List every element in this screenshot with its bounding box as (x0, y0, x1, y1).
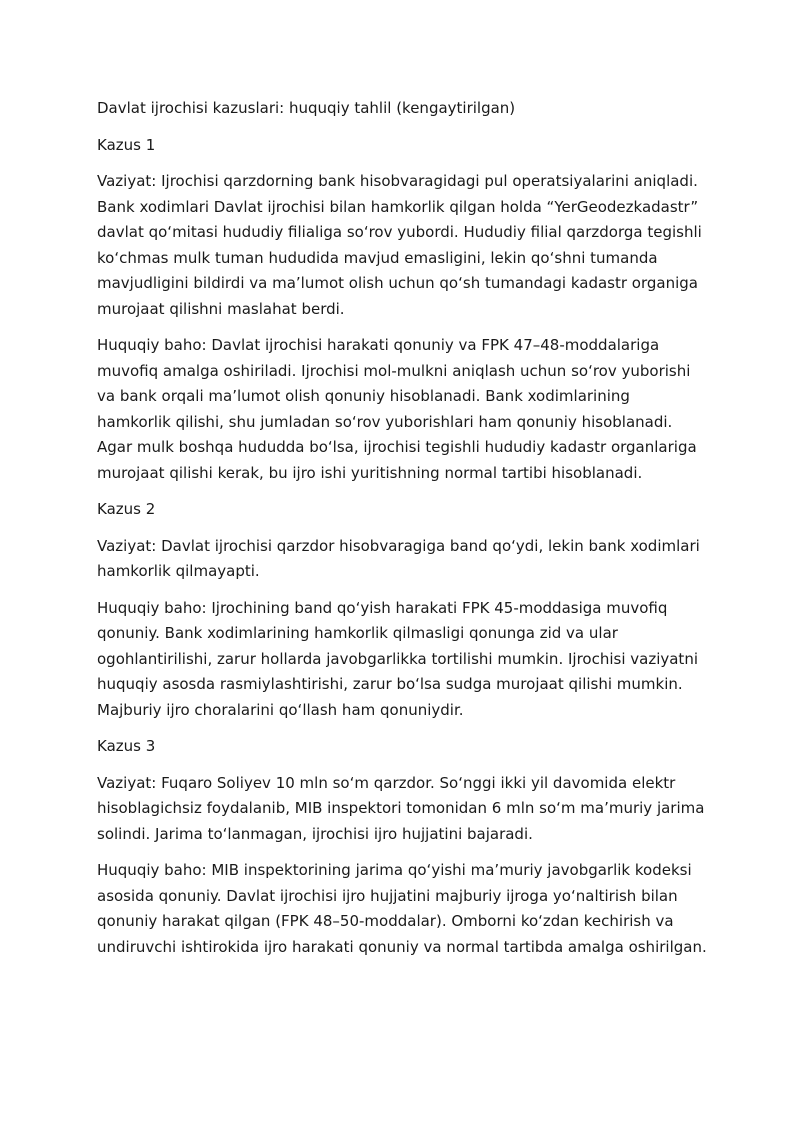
case-1-assessment: Huquqiy baho: Davlat ijrochisi harakati qonuniy va FPK 47–48-moddalariga muvofiq amalga oshiriladi. Ijrochisi mol-mulkni aniqlash uchun so‘rov yuborishi va bank orqali ma’lumot olish qonuniy hisoblanadi. Bank xodimlarining hamkorlik qilishi, shu jumladan so‘rov yuborishlari ham qonuniy hisoblanadi. Agar mulk boshqa hududda bo‘lsa, ijrochisi tegishli hududiy kadastr organlariga murojaat qilishi kerak, bu ijro ishi yuritishning normal tartibi hisoblanadi. (97, 336, 697, 482)
case-3-assessment: Huquqiy baho: MIB inspektorining jarima qo‘yishi ma’muriy javobgarlik kodeksi asosida qonuniy. Davlat ijrochisi ijro hujjatini majburiy ijroga yo‘naltirish bilan qonuniy harakat qilgan (FPK 48–50-moddalar). Omborni ko‘zdan kechirish va undiruvchi ishtirokida ijro harakati qonuniy va normal tartibda amalga oshirilgan. (97, 861, 707, 956)
case-1-situation: Vaziyat: Ijrochisi qarzdorning bank hisobvaragidagi pul operatsiyalarini aniqladi. Bank xodimlari Davlat ijrochisi bilan hamkorlik qilgan holda “YerGeodezkadastr” davlat qo‘mitasi hududiy filialiga so‘rov yubordi. Hududiy filial qarzdorga tegishli ko‘chmas mulk tuman hududida mavjud emasligini, lekin qo‘shni tumanda mavjudligini bildirdi va ma’lumot olish uchun qo‘sh tumandagi kadastr organiga murojaat qilishni maslahat berdi. (97, 172, 702, 318)
case-2-assessment: Huquqiy baho: Ijrochining band qo‘yish harakati FPK 45-moddasiga muvofiq qonuniy. Bank xodimlarining hamkorlik qilmasligi qonunga zid va ular ogohlantirilishi, zarur hollarda javobgarlikka tortilishi mumkin. Ijrochisi vaziyatni huquqiy asosda rasmiylashtirishi, zarur bo‘lsa sudga murojaat qilishi mumkin. Majburiy ijro choralarini qo‘llash ham qonuniydir. (97, 598, 698, 719)
case-3-heading: Kazus 3 (97, 737, 156, 755)
case-2-situation: Vaziyat: Davlat ijrochisi qarzdor hisobvaragiga band qo‘ydi, lekin bank xodimlari hamkorlik qilmayapti. (97, 536, 700, 580)
document-page (97, 96, 707, 971)
document-title: Davlat ijrochisi kazuslari: huquqiy tahlil (kengaytirilgan) (97, 99, 516, 117)
case-3-situation: Vaziyat: Fuqaro Soliyev 10 mln so‘m qarzdor. So‘nggi ikki yil davomida elektr hisoblagichsiz foydalanib, MIB inspektori tomonidan 6 mln so‘m ma’muriy jarima solindi. Jarima to‘lanmagan, ijrochisi ijro hujjatini bajaradi. (97, 773, 705, 843)
case-1-heading: Kazus 1 (97, 135, 156, 154)
case-2-heading: Kazus 2 (97, 500, 156, 518)
